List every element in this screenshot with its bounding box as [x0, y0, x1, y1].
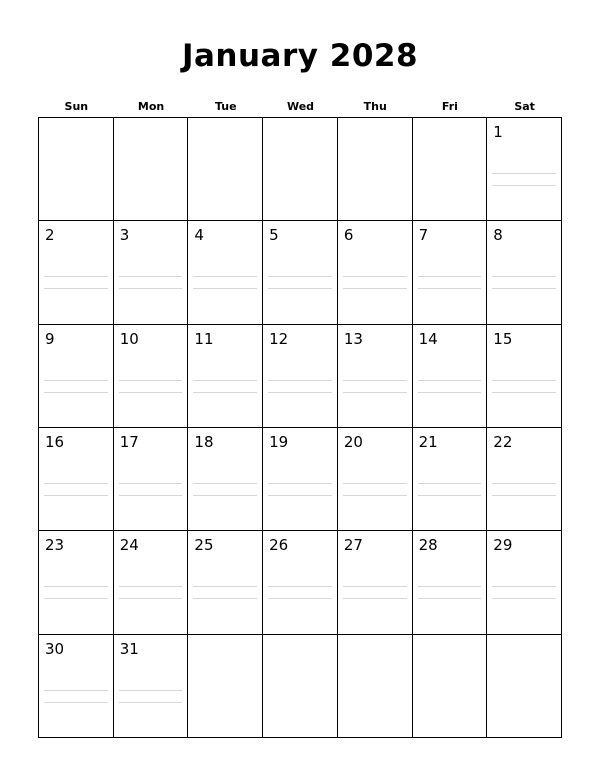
note-line — [193, 483, 257, 484]
note-line — [193, 495, 257, 496]
empty-day-cell — [263, 118, 338, 221]
day-number: 4 — [194, 226, 204, 245]
day-number: 13 — [343, 329, 363, 348]
day-cell — [39, 428, 114, 531]
day-cell — [413, 325, 488, 428]
calendar-title: January 2028 — [181, 38, 419, 74]
day-number: 19 — [269, 433, 289, 451]
note-line — [193, 598, 257, 599]
day-number: 27 — [343, 536, 363, 555]
day-cell — [338, 221, 413, 324]
note-line — [119, 702, 183, 703]
empty-day-cell — [188, 118, 263, 221]
day-number: 18 — [194, 433, 214, 451]
day-number: 29 — [493, 536, 513, 555]
note-line — [193, 380, 257, 381]
note-line — [492, 380, 556, 381]
day-cell — [487, 428, 562, 531]
note-line — [44, 702, 108, 703]
day-number: 9 — [45, 329, 55, 348]
note-line — [119, 288, 183, 289]
note-line — [268, 392, 332, 393]
note-line — [119, 276, 183, 277]
day-number: 3 — [119, 226, 130, 245]
day-number: 7 — [418, 226, 429, 245]
day-cell — [188, 428, 263, 531]
day-number: 23 — [45, 536, 65, 555]
weekday-tue: Tue — [214, 100, 237, 113]
note-line — [492, 185, 556, 186]
day-cell — [487, 531, 562, 634]
note-line — [492, 173, 556, 174]
day-cell — [487, 325, 562, 428]
day-cell — [114, 531, 189, 634]
note-line — [119, 483, 183, 484]
note-line — [343, 598, 407, 599]
note-line — [268, 276, 332, 277]
note-line — [119, 690, 183, 691]
note-line — [343, 380, 407, 381]
note-line — [119, 495, 183, 496]
note-line — [44, 288, 108, 289]
note-line — [418, 288, 482, 289]
note-line — [418, 392, 482, 393]
note-line — [268, 586, 332, 587]
day-cell — [39, 325, 114, 428]
note-line — [492, 586, 556, 587]
day-number: 10 — [119, 329, 139, 348]
day-cell — [114, 635, 189, 738]
day-cell — [263, 531, 338, 634]
day-number: 31 — [119, 639, 139, 658]
note-line — [492, 288, 556, 289]
note-line — [268, 598, 332, 599]
weekday-sat: Sat — [514, 100, 535, 113]
note-line — [268, 380, 332, 381]
day-number: 24 — [119, 536, 139, 555]
weekday-mon: Mon — [137, 100, 165, 113]
note-line — [492, 495, 556, 496]
note-line — [119, 380, 183, 381]
day-cell — [338, 531, 413, 634]
day-number: 1 — [493, 123, 503, 141]
note-line — [268, 483, 332, 484]
note-line — [418, 598, 482, 599]
note-line — [119, 586, 183, 587]
note-line — [418, 483, 482, 484]
note-line — [343, 495, 407, 496]
day-cell — [39, 221, 114, 324]
empty-day-cell — [487, 635, 562, 738]
day-cell — [338, 428, 413, 531]
day-number: 30 — [45, 639, 65, 658]
note-line — [418, 586, 482, 587]
weekday-sun: Sun — [64, 100, 89, 113]
note-line — [119, 598, 183, 599]
day-cell — [413, 221, 488, 324]
note-line — [343, 288, 407, 289]
day-number: 15 — [493, 329, 513, 348]
note-line — [418, 495, 482, 496]
day-number: 6 — [343, 226, 354, 245]
note-line — [44, 690, 108, 691]
note-line — [268, 495, 332, 496]
empty-day-cell — [338, 635, 413, 738]
note-line — [492, 276, 556, 277]
day-number: 25 — [194, 536, 214, 555]
empty-day-cell — [413, 118, 488, 221]
note-line — [44, 380, 108, 381]
note-line — [418, 276, 482, 277]
day-cell — [487, 221, 562, 324]
empty-day-cell — [263, 635, 338, 738]
day-cell — [188, 221, 263, 324]
note-line — [44, 276, 108, 277]
day-cell — [39, 635, 114, 738]
day-number: 16 — [45, 433, 65, 451]
day-number: 12 — [269, 329, 289, 348]
note-line — [44, 392, 108, 393]
day-cell — [413, 531, 488, 634]
day-cell — [413, 428, 488, 531]
day-number: 5 — [269, 226, 279, 245]
note-line — [268, 288, 332, 289]
empty-day-cell — [39, 118, 114, 221]
note-line — [343, 483, 407, 484]
day-number: 22 — [493, 433, 513, 451]
weekday-wed: Wed — [286, 100, 315, 113]
day-number: 14 — [418, 329, 438, 348]
day-cell — [263, 325, 338, 428]
empty-day-cell — [188, 635, 263, 738]
day-number: 21 — [418, 433, 438, 451]
note-line — [119, 392, 183, 393]
day-cell — [338, 325, 413, 428]
note-line — [343, 276, 407, 277]
note-line — [343, 392, 407, 393]
note-line — [343, 586, 407, 587]
empty-day-cell — [338, 118, 413, 221]
weekday-fri: Fri — [441, 100, 458, 113]
day-cell — [188, 531, 263, 634]
day-cell — [114, 428, 189, 531]
note-line — [492, 598, 556, 599]
note-line — [44, 598, 108, 599]
day-number: 20 — [343, 433, 363, 451]
day-number: 8 — [493, 226, 503, 245]
empty-day-cell — [413, 635, 488, 738]
day-cell — [487, 118, 562, 221]
day-number: 2 — [45, 226, 55, 245]
note-line — [418, 380, 482, 381]
note-line — [193, 276, 257, 277]
day-cell — [263, 428, 338, 531]
day-number: 17 — [119, 433, 139, 451]
day-cell — [39, 531, 114, 634]
empty-day-cell — [114, 118, 189, 221]
day-cell — [188, 325, 263, 428]
note-line — [193, 586, 257, 587]
weekday-thu: Thu — [363, 100, 387, 113]
note-line — [44, 495, 108, 496]
day-cell — [263, 221, 338, 324]
note-line — [44, 483, 108, 484]
day-number: 11 — [194, 329, 214, 348]
day-number: 28 — [418, 536, 438, 555]
note-line — [193, 392, 257, 393]
note-line — [193, 288, 257, 289]
day-cell — [114, 221, 189, 324]
note-line — [44, 586, 108, 587]
calendar-grid — [38, 117, 562, 738]
weekday-header-row — [39, 99, 562, 115]
day-number: 26 — [269, 536, 289, 555]
note-line — [492, 483, 556, 484]
day-cell — [114, 325, 189, 428]
note-line — [492, 392, 556, 393]
